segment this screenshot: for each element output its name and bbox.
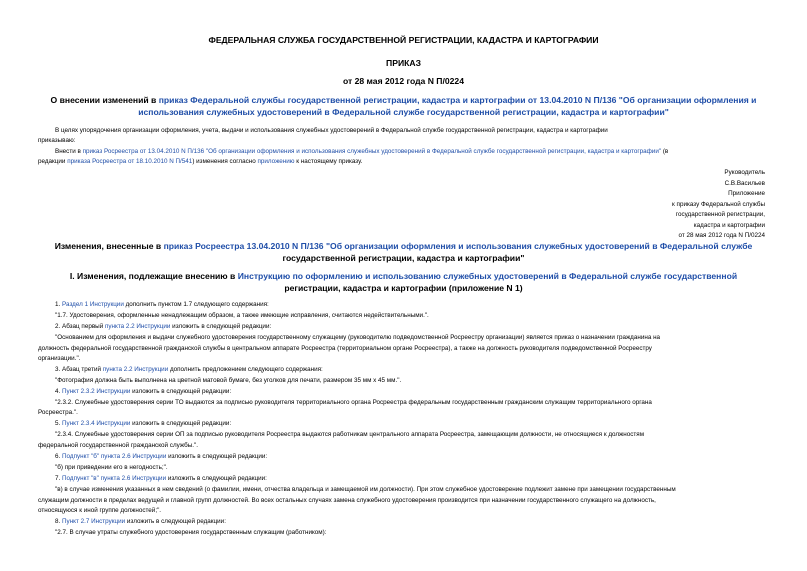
item-number: 8. bbox=[55, 518, 63, 525]
item-2 bbox=[55, 322, 271, 331]
item-5 bbox=[55, 419, 231, 428]
item-text: изложить в следующей редакции: bbox=[125, 518, 226, 525]
title-order-link[interactable]: приказ Федеральной службы государственной регистрации, кадастра и картографии от 13.04.2010 N П/136 "Об организации оформления и bbox=[158, 95, 757, 105]
item-number: 4. bbox=[55, 388, 63, 395]
item-2-quote-line3: организации.". bbox=[38, 355, 81, 362]
amendment-paragraph-line2 bbox=[38, 157, 362, 166]
item-1 bbox=[55, 300, 269, 309]
amendment-text: Внести в bbox=[55, 148, 83, 155]
appendix-link[interactable]: приложению bbox=[257, 158, 295, 165]
preamble-text: В целях упорядочения организации оформления, учета, выдачи и использования служебных удостоверений в Федеральной службе государственной регистрации, кадастра и картографии bbox=[55, 127, 608, 134]
appendix-block bbox=[672, 189, 765, 242]
item-2-quote-line2: должность федеральной государственной гражданской службы в центральном аппарате Росреестра (территориальном органе Росреестра), а также на должность руководителя подведомственной Росреестру bbox=[38, 345, 652, 352]
item-1-link[interactable]: Раздел 1 Инструкции bbox=[62, 301, 124, 308]
item-text: дополнить пунктом 1.7 следующего содержания: bbox=[123, 301, 269, 308]
changes-title-prefix: Изменения, внесенные в bbox=[54, 241, 164, 251]
document-date: от 28 мая 2012 года N П/0224 bbox=[342, 76, 464, 86]
item-text: изложить в следующей редакции: bbox=[166, 475, 267, 482]
document-type: ПРИКАЗ bbox=[386, 58, 421, 68]
amendment-text-d: ) изменения согласно bbox=[192, 158, 258, 165]
amendment-paragraph bbox=[55, 147, 668, 156]
document-title-line2 bbox=[0, 106, 807, 118]
item-3 bbox=[55, 365, 323, 374]
section-1-title-line2: регистрации, кадастра и картографии (приложение N 1) bbox=[284, 283, 523, 293]
item-text: изложить в следующей редакции: bbox=[166, 453, 268, 460]
signature-role: Руководитель bbox=[724, 169, 765, 176]
changes-title bbox=[0, 240, 807, 252]
item-2-link[interactable]: пункта 2.2 Инструкции bbox=[104, 323, 171, 330]
item-4-quote-line2: Росреестра.". bbox=[38, 409, 78, 416]
signature-name: С.В.Васильев bbox=[724, 179, 765, 187]
instruction-link[interactable]: Инструкцию по оформлению и использованию служебных удостоверений в Федеральной службе государственной bbox=[237, 271, 738, 281]
signature-block bbox=[724, 168, 765, 189]
item-7-quote-line1: "в) в случае изменения указанных в нем сведений (о фамилии, имени, отчества владельца и замещаемой им должности). При этом служебное удостоверение подлежит замене при замещении государственным bbox=[55, 486, 676, 493]
appendix-date: от 28 мая 2012 года N П/0224 bbox=[678, 232, 765, 239]
item-number: 7. bbox=[55, 475, 63, 482]
appendix-line-4: кадастра и картографии bbox=[693, 221, 765, 229]
item-3-link[interactable]: пункта 2.2 Инструкции bbox=[102, 366, 169, 373]
title-order-link-cont[interactable]: использования служебных удостоверений в Федеральной службе государственной регистрации, кадастра и картографии" bbox=[138, 107, 669, 117]
item-4 bbox=[55, 387, 231, 396]
item-3-quote: "Фотография должна быть выполнена на цветной матовой бумаге, без уголков для печати, размером 35 мм х 45 мм.". bbox=[55, 377, 402, 384]
item-5-quote-line2: федеральной государственной гражданской службы.". bbox=[38, 442, 198, 449]
item-6-link[interactable]: Подпункт "б" пункта 2.6 Инструкции bbox=[62, 453, 167, 460]
item-5-link[interactable]: Пункт 2.3.4 Инструкции bbox=[62, 420, 131, 427]
document-title bbox=[0, 94, 807, 106]
item-number: 1. bbox=[55, 301, 63, 308]
appendix-line-3: государственной регистрации, bbox=[675, 211, 765, 218]
item-text: изложить в следующей редакции: bbox=[170, 323, 272, 330]
item-6-quote: "б) при приведении его в негодность;". bbox=[55, 464, 168, 471]
changes-order-link[interactable]: приказ Росреестра 13.04.2010 N П/136 "Об организации оформления и использования служебных удостоверений в Федеральной службе bbox=[163, 241, 753, 251]
item-6 bbox=[55, 452, 267, 461]
title-prefix: О внесении изменений в bbox=[50, 95, 159, 105]
appendix-line-2: к приказу Федеральной службы bbox=[672, 200, 765, 208]
item-text: дополнить предложением следующего содержания: bbox=[168, 366, 323, 373]
preamble-order-word: приказываю: bbox=[38, 137, 76, 144]
item-1-quote: "1.7. Удостоверения, оформленные ненадлежащим образом, а также имеющие исправления, считаются недействительными.". bbox=[55, 312, 429, 319]
section-1-title bbox=[0, 270, 807, 282]
amendment-text-e: к настоящему приказу. bbox=[294, 158, 363, 165]
item-8-quote: "2.7. В случае утраты служебного удостоверения государственным служащим (работником): bbox=[55, 529, 327, 536]
item-number: 6. bbox=[55, 453, 63, 460]
changes-title-line2: государственной регистрации, кадастра и картографии" bbox=[282, 253, 525, 263]
order-541-link[interactable]: приказа Росреестра от 18.10.2010 N П/541 bbox=[67, 158, 193, 165]
agency-name: ФЕДЕРАЛЬНАЯ СЛУЖБА ГОСУДАРСТВЕННОЙ РЕГИСТРАЦИИ, КАДАСТРА И КАРТОГРАФИИ bbox=[208, 35, 599, 45]
item-text: изложить в следующей редакции: bbox=[130, 420, 232, 427]
item-text: 3. Абзац третий bbox=[55, 366, 103, 373]
amendment-text-b: (в bbox=[661, 148, 669, 155]
item-8 bbox=[55, 517, 226, 526]
amendment-text-c: редакции bbox=[38, 158, 68, 165]
item-8-link[interactable]: Пункт 2.7 Инструкции bbox=[62, 518, 126, 525]
item-4-quote-line1: "2.3.2. Служебные удостоверения серии ТО выдаются за подписью руководителя территориального органа Росреестра федеральным государственным гражданским служащим территориального органа bbox=[55, 399, 652, 406]
appendix-label: Приложение bbox=[728, 190, 765, 197]
item-7-link[interactable]: Подпункт "в" пункта 2.6 Инструкции bbox=[62, 475, 167, 482]
item-5-quote-line1: "2.3.4. Служебные удостоверения серии ОП за подписью руководителя Росреестра выдаются работникам центрального аппарата Росреестра, замещающим должности, не относящиеся к должностям bbox=[55, 431, 645, 438]
item-7-quote-line3: относящуюся к иной группе должностей;". bbox=[38, 507, 162, 514]
item-number: 5. bbox=[55, 420, 63, 427]
item-text: изложить в следующей редакции: bbox=[130, 388, 232, 395]
item-2-quote-line1: "Основанием для оформления и выдачи служебного удостоверения государственному служащему (руководителю подведомственной Росреестру организации) является приказ о назначении гражданина на bbox=[55, 334, 661, 341]
item-4-link[interactable]: Пункт 2.3.2 Инструкции bbox=[62, 388, 131, 395]
order-136-link[interactable]: приказ Росреестра от 13.04.2010 N П/136 "Об организации оформления и использования служебных удостоверений в Федеральной службе государственной регистрации, кадастра и картографии" bbox=[82, 148, 662, 155]
section-1-prefix: I. Изменения, подлежащие внесению в bbox=[69, 271, 238, 281]
item-7 bbox=[55, 474, 267, 483]
item-text: 2. Абзац первый bbox=[55, 323, 105, 330]
item-7-quote-line2: служащим должности в пределах ведущей и главной групп должностей. Во всех остальных случаях замена служебного удостоверения производится при назначении государственного служащего на должность, bbox=[38, 497, 656, 504]
